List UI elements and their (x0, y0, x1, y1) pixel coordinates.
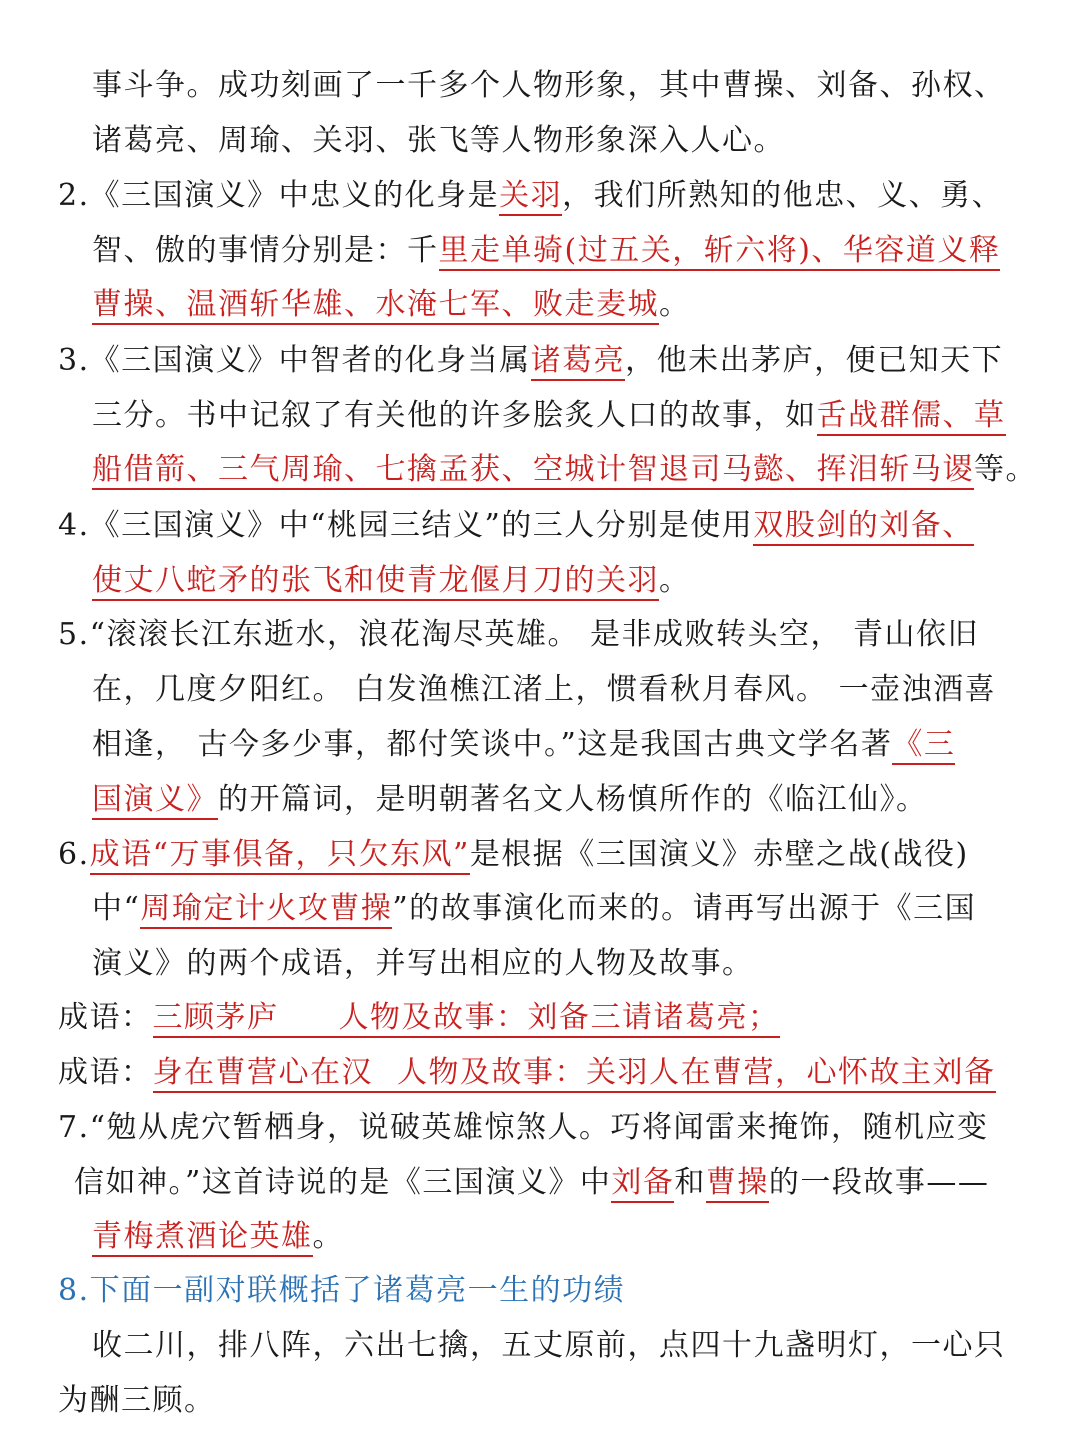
question-text: 3.《三国演义》中智者的化身当属 (58, 343, 531, 378)
question-text: ”的故事演化而来的。请再写出源于《三国 (392, 891, 977, 926)
answer-text: 周瑜定计火攻曹操 (140, 891, 392, 929)
question-text: 相逢， 古今多少事，都付笑谈中。”这是我国古典文学名著 (92, 727, 893, 762)
question-text: 2.《三国演义》中忠义的化身是 (58, 178, 500, 213)
idiom-answer (153, 1000, 780, 1038)
question-7-line-3 (92, 1216, 344, 1258)
question-5-line-3 (92, 724, 955, 766)
question-5-line-1: 5.“滚滚长江东逝水，浪花淘尽英雄。 是非成败转头空， 青山依旧 (58, 617, 980, 652)
idiom-story: 人物及故事：刘备三请诸葛亮； (338, 1000, 780, 1035)
answer-text: 刘备 (611, 1165, 674, 1203)
question-text: 中“ (92, 891, 141, 926)
question-text: 信如神。”这首诗说的是《三国演义》中 (74, 1165, 612, 1200)
idiom-answer (153, 1055, 996, 1093)
idiom-label: 成语： (58, 1055, 153, 1090)
question-2-line-2 (92, 230, 1000, 272)
answer-text: 诸葛亮 (531, 343, 626, 381)
answer-text: 曹操、温酒斩华雄、水淹七军、败走麦城 (92, 287, 659, 325)
question-text: 三分。书中记叙了有关他的许多脍炙人口的故事，如 (92, 398, 817, 433)
answer-text: 关羽 (499, 178, 562, 216)
question-text: ，我们所熟知的他忠、义、勇、 (562, 178, 1004, 213)
idiom-text: 三顾茅庐 (152, 1000, 279, 1035)
question-text: 。 (659, 563, 691, 598)
question-text: 等。 (974, 452, 1037, 487)
question-text: 的开篇词，是明朝著名文人杨慎所作的《临江仙》。 (218, 782, 928, 817)
question-text: ，他未出茅庐，便已知天下 (625, 343, 1004, 378)
question-4-line-1 (58, 505, 974, 547)
idiom-label: 成语： (58, 1000, 153, 1035)
answer-text: 使丈八蛇矛的张飞和使青龙偃月刀的关羽 (92, 563, 659, 601)
question-text: 的一段故事—— (768, 1165, 990, 1200)
question-4-line-2 (92, 560, 691, 602)
intro-line-1: 事斗争。成功刻画了一千多个人物形象，其中曹操、刘备、孙权、 (92, 68, 1006, 103)
question-6-line-1 (58, 834, 969, 876)
question-5-line-2: 在，几度夕阳红。 白发渔樵江渚上，惯看秋月春风。 一壶浊酒喜 (92, 672, 997, 707)
idiom-story: 人物及故事：关羽人在曹营，心怀故主刘备 (397, 1055, 996, 1090)
idiom-line-2 (58, 1052, 996, 1094)
question-2-line-1 (58, 175, 1003, 217)
question-6-line-2 (92, 888, 976, 930)
answer-text: 成语“万事俱备，只欠东风” (90, 837, 470, 875)
answer-text: 船借箭、三气周瑜、七擒孟获、空城计智退司马懿、挥泪斩马谡 (92, 452, 974, 490)
question-8-line-1: 收二川，排八阵，六出七擒，五丈原前，点四十九盏明灯，一心只 (92, 1328, 1006, 1363)
answer-text: 青梅煮酒论英雄 (92, 1219, 313, 1257)
intro-line-2: 诸葛亮、周瑜、关羽、张飞等人物形象深入人心。 (92, 123, 785, 158)
question-text: 智、傲的事情分别是：千 (92, 233, 439, 268)
answer-text: 曹操 (706, 1165, 769, 1203)
question-5-line-4 (92, 779, 928, 821)
question-3-line-2 (92, 395, 1006, 437)
question-8-line-2: 为酬三顾。 (58, 1383, 216, 1418)
question-text: 和 (674, 1165, 706, 1200)
answer-text: 舌战群儒、草 (817, 398, 1006, 436)
answer-text: 《三 (892, 727, 955, 765)
question-7-line-2 (74, 1162, 989, 1204)
answer-text: 国演义》 (92, 782, 218, 820)
question-8-heading: 8.下面一副对联概括了诸葛亮一生的功绩 (58, 1273, 626, 1308)
question-6-line-3: 演义》的两个成语，并写出相应的人物及故事。 (92, 946, 754, 981)
question-3-line-1 (58, 340, 1003, 382)
answer-text: 里走单骑(过五关，斩六将)、华容道义释 (439, 233, 1001, 271)
question-2-line-3 (92, 284, 691, 326)
question-text: 。 (659, 287, 691, 322)
idiom-line-1 (58, 997, 780, 1039)
question-text: 是根据《三国演义》赤壁之战(战役) (469, 837, 969, 872)
question-text: 4.《三国演义》中“桃园三结义”的三人分别是使用 (58, 508, 754, 543)
question-7-line-1: 7.“勉从虎穴暂栖身，说破英雄惊煞人。巧将闻雷来掩饰，随机应变 (58, 1110, 989, 1145)
idiom-text: 身在曹营心在汉 (152, 1055, 373, 1090)
question-text: 6. (58, 837, 90, 872)
question-text: 。 (312, 1219, 344, 1254)
question-3-line-3 (92, 449, 1037, 491)
answer-text: 双股剑的刘备、 (753, 508, 974, 546)
